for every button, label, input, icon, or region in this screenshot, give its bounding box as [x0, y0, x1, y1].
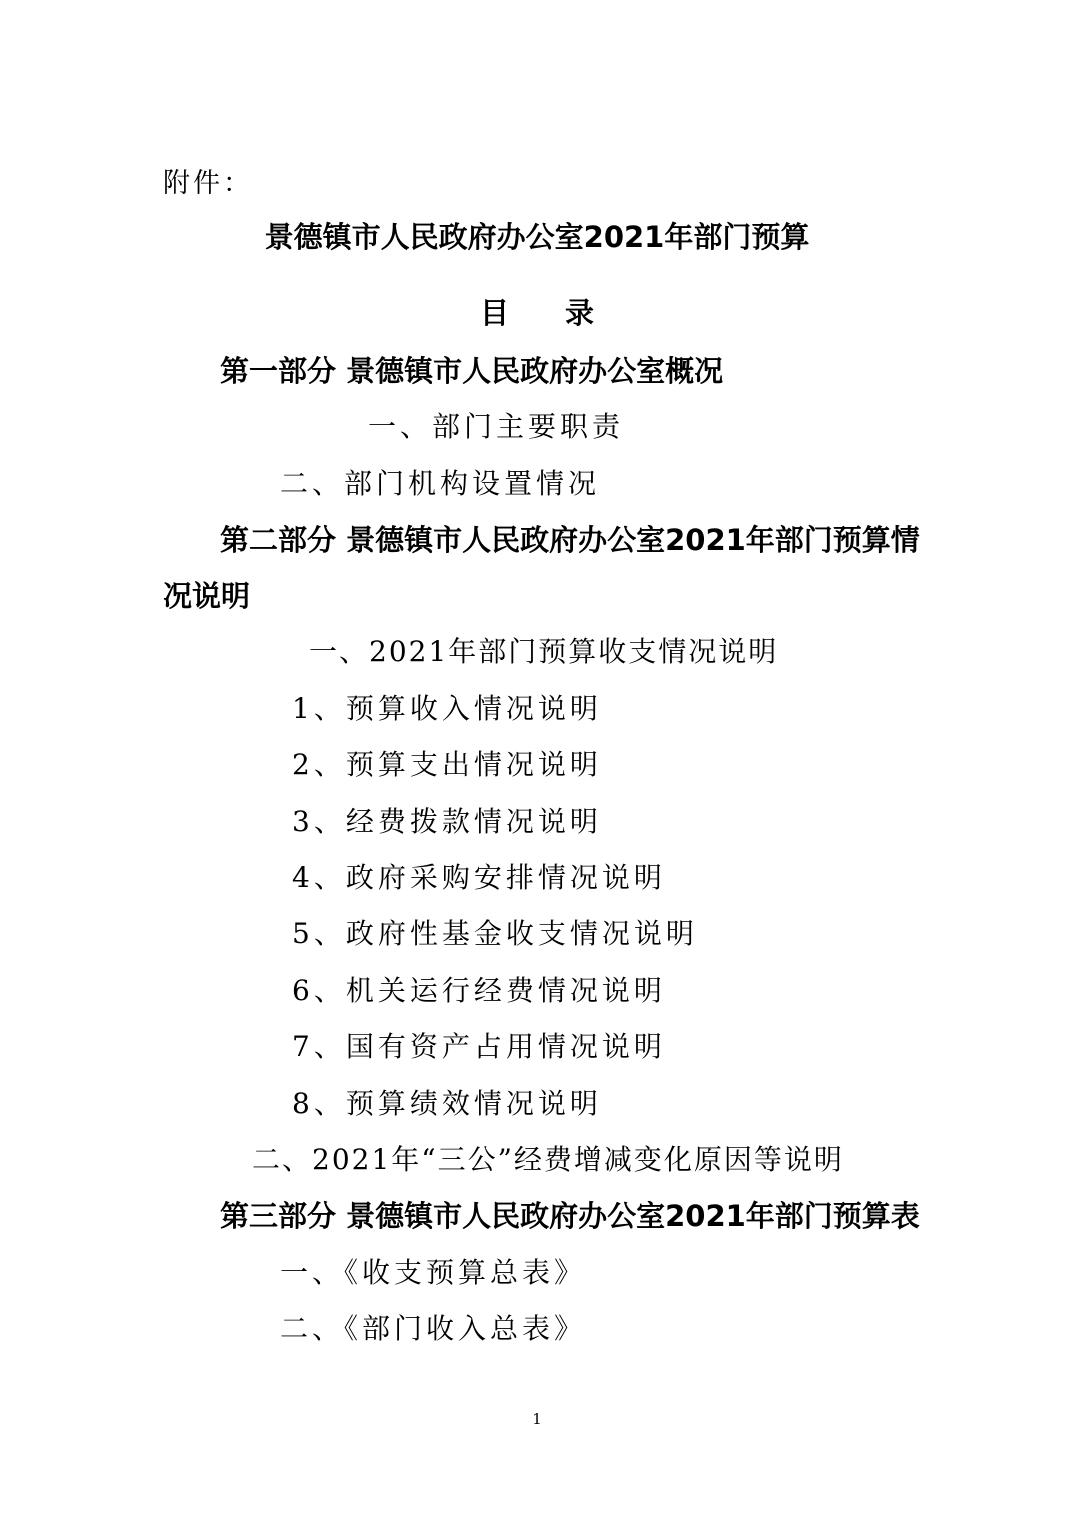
toc-part2-subitem-4: 4、政府采购安排情况说明	[292, 861, 666, 894]
toc-heading-right: 录	[565, 296, 595, 330]
toc-part2-subitem-2: 2、预算支出情况说明	[292, 748, 602, 781]
toc-part1-item-2: 二、部门机构设置情况	[280, 467, 601, 500]
toc-heading-left: 目	[479, 296, 509, 330]
toc-heading	[0, 296, 1074, 330]
toc-part2-subitem-3: 3、经费拨款情况说明	[292, 805, 602, 838]
toc-part3-item-1: 一、《收支预算总表》	[280, 1256, 587, 1289]
toc-part2-section-2: 二、2021年“三公”经费增减变化原因等说明	[252, 1143, 844, 1176]
toc-part2-subitem-1: 1、预算收入情况说明	[292, 692, 602, 725]
toc-part2-subitem-7: 7、国有资产占用情况说明	[292, 1030, 666, 1063]
toc-part2-subitem-6: 6、机关运行经费情况说明	[292, 974, 666, 1007]
page-number: 1	[532, 1410, 542, 1428]
toc-part2-title-continued: 况说明	[163, 579, 251, 613]
toc-part3-item-2: 二、《部门收入总表》	[280, 1312, 587, 1345]
toc-part2-subitem-8: 8、预算绩效情况说明	[292, 1087, 602, 1120]
toc-part1-item-1: 一、部门主要职责	[368, 410, 625, 443]
toc-part2-section-1: 一、2021年部门预算收支情况说明	[309, 635, 779, 668]
toc-part2-title: 第二部分 景德镇市人民政府办公室2021年部门预算情	[220, 523, 920, 557]
document-title: 景德镇市人民政府办公室2021年部门预算	[264, 220, 810, 254]
toc-part1-title: 第一部分 景德镇市人民政府办公室概况	[220, 354, 724, 388]
toc-part2-subitem-5: 5、政府性基金收支情况说明	[292, 917, 698, 950]
toc-part3-title: 第三部分 景德镇市人民政府办公室2021年部门预算表	[220, 1199, 920, 1233]
attachment-label: 附件：	[163, 168, 253, 199]
